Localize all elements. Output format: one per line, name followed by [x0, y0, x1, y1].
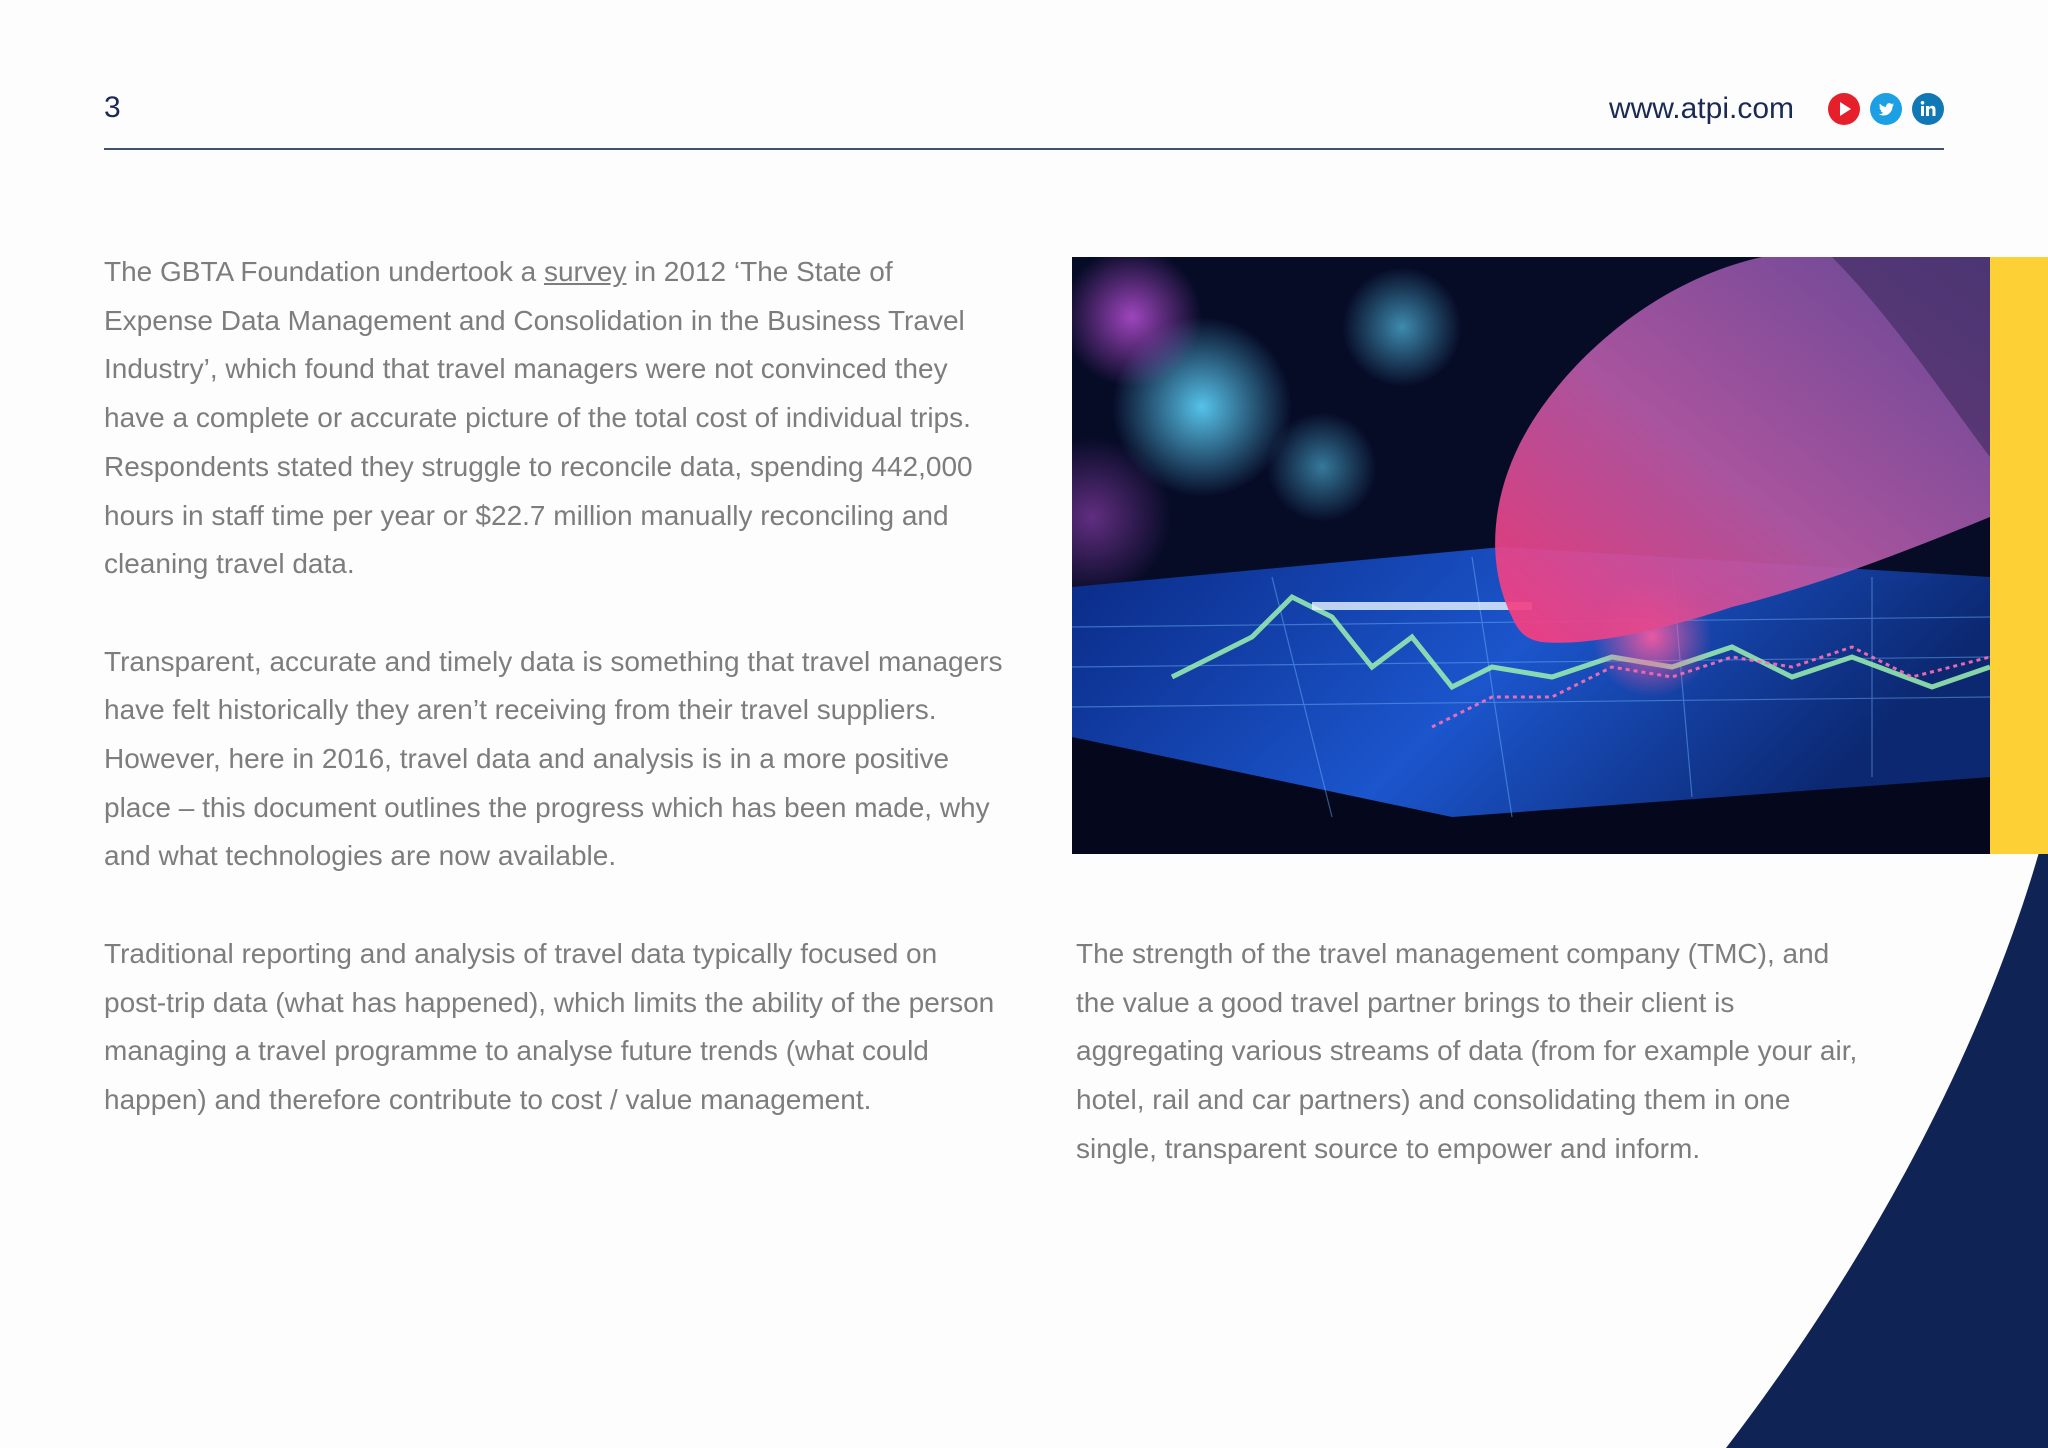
- youtube-icon[interactable]: [1828, 93, 1860, 125]
- page-number: 3: [104, 91, 121, 124]
- survey-link[interactable]: survey: [543, 256, 627, 287]
- left-text-column: [104, 248, 1004, 1173]
- text-before-link: The GBTA Foundation undertook a: [104, 256, 544, 287]
- paragraph-traditional-reporting: Traditional reporting and analysis of travel data typically focused on post-trip data (what has happened), which limits the ability of the person managing a travel programme to analyse future trends (what could happen) and therefore contribute to cost / value management.: [104, 937, 995, 1115]
- paragraph-gbta-survey: [104, 248, 1004, 589]
- yellow-accent-bar: [1990, 257, 2048, 854]
- touchscreen-data-photo: [1072, 257, 1990, 854]
- paragraph-transparent-data: Transparent, accurate and timely data is something that travel managers have felt historically they aren’t receiving from their travel suppliers. However, here in 2016, travel data and analysis is in a more positive place – this document outlines the progress which has been made, why and what technologies are now available.: [104, 645, 1003, 872]
- linkedin-icon[interactable]: [1912, 93, 1944, 125]
- header-divider: [104, 148, 1944, 150]
- paragraph-tmc-strength: The strength of the travel management company (TMC), and the value a good travel partner brings to their client is aggregating various streams of data (from for example your air, hotel, rail and car partners) and consolidating them in one single, transparent source to empower and inform.: [1076, 938, 1858, 1164]
- right-text-column: [1076, 930, 1866, 1222]
- website-link[interactable]: www.atpi.com: [1608, 92, 1794, 125]
- text-after-link: in 2012 ‘The State of Expense Data Management and Consolidation in the Business Travel Industry’, which found that travel managers were not convinced they have a complete or accurate picture of the total cost of individual trips. Respondents stated they struggle to reconcile data, spending 442,000 hours in staff time per year or $22.7 million manually reconciling and cleaning travel data.: [104, 256, 973, 580]
- header-links: [1609, 86, 1944, 132]
- twitter-icon[interactable]: [1870, 93, 1902, 125]
